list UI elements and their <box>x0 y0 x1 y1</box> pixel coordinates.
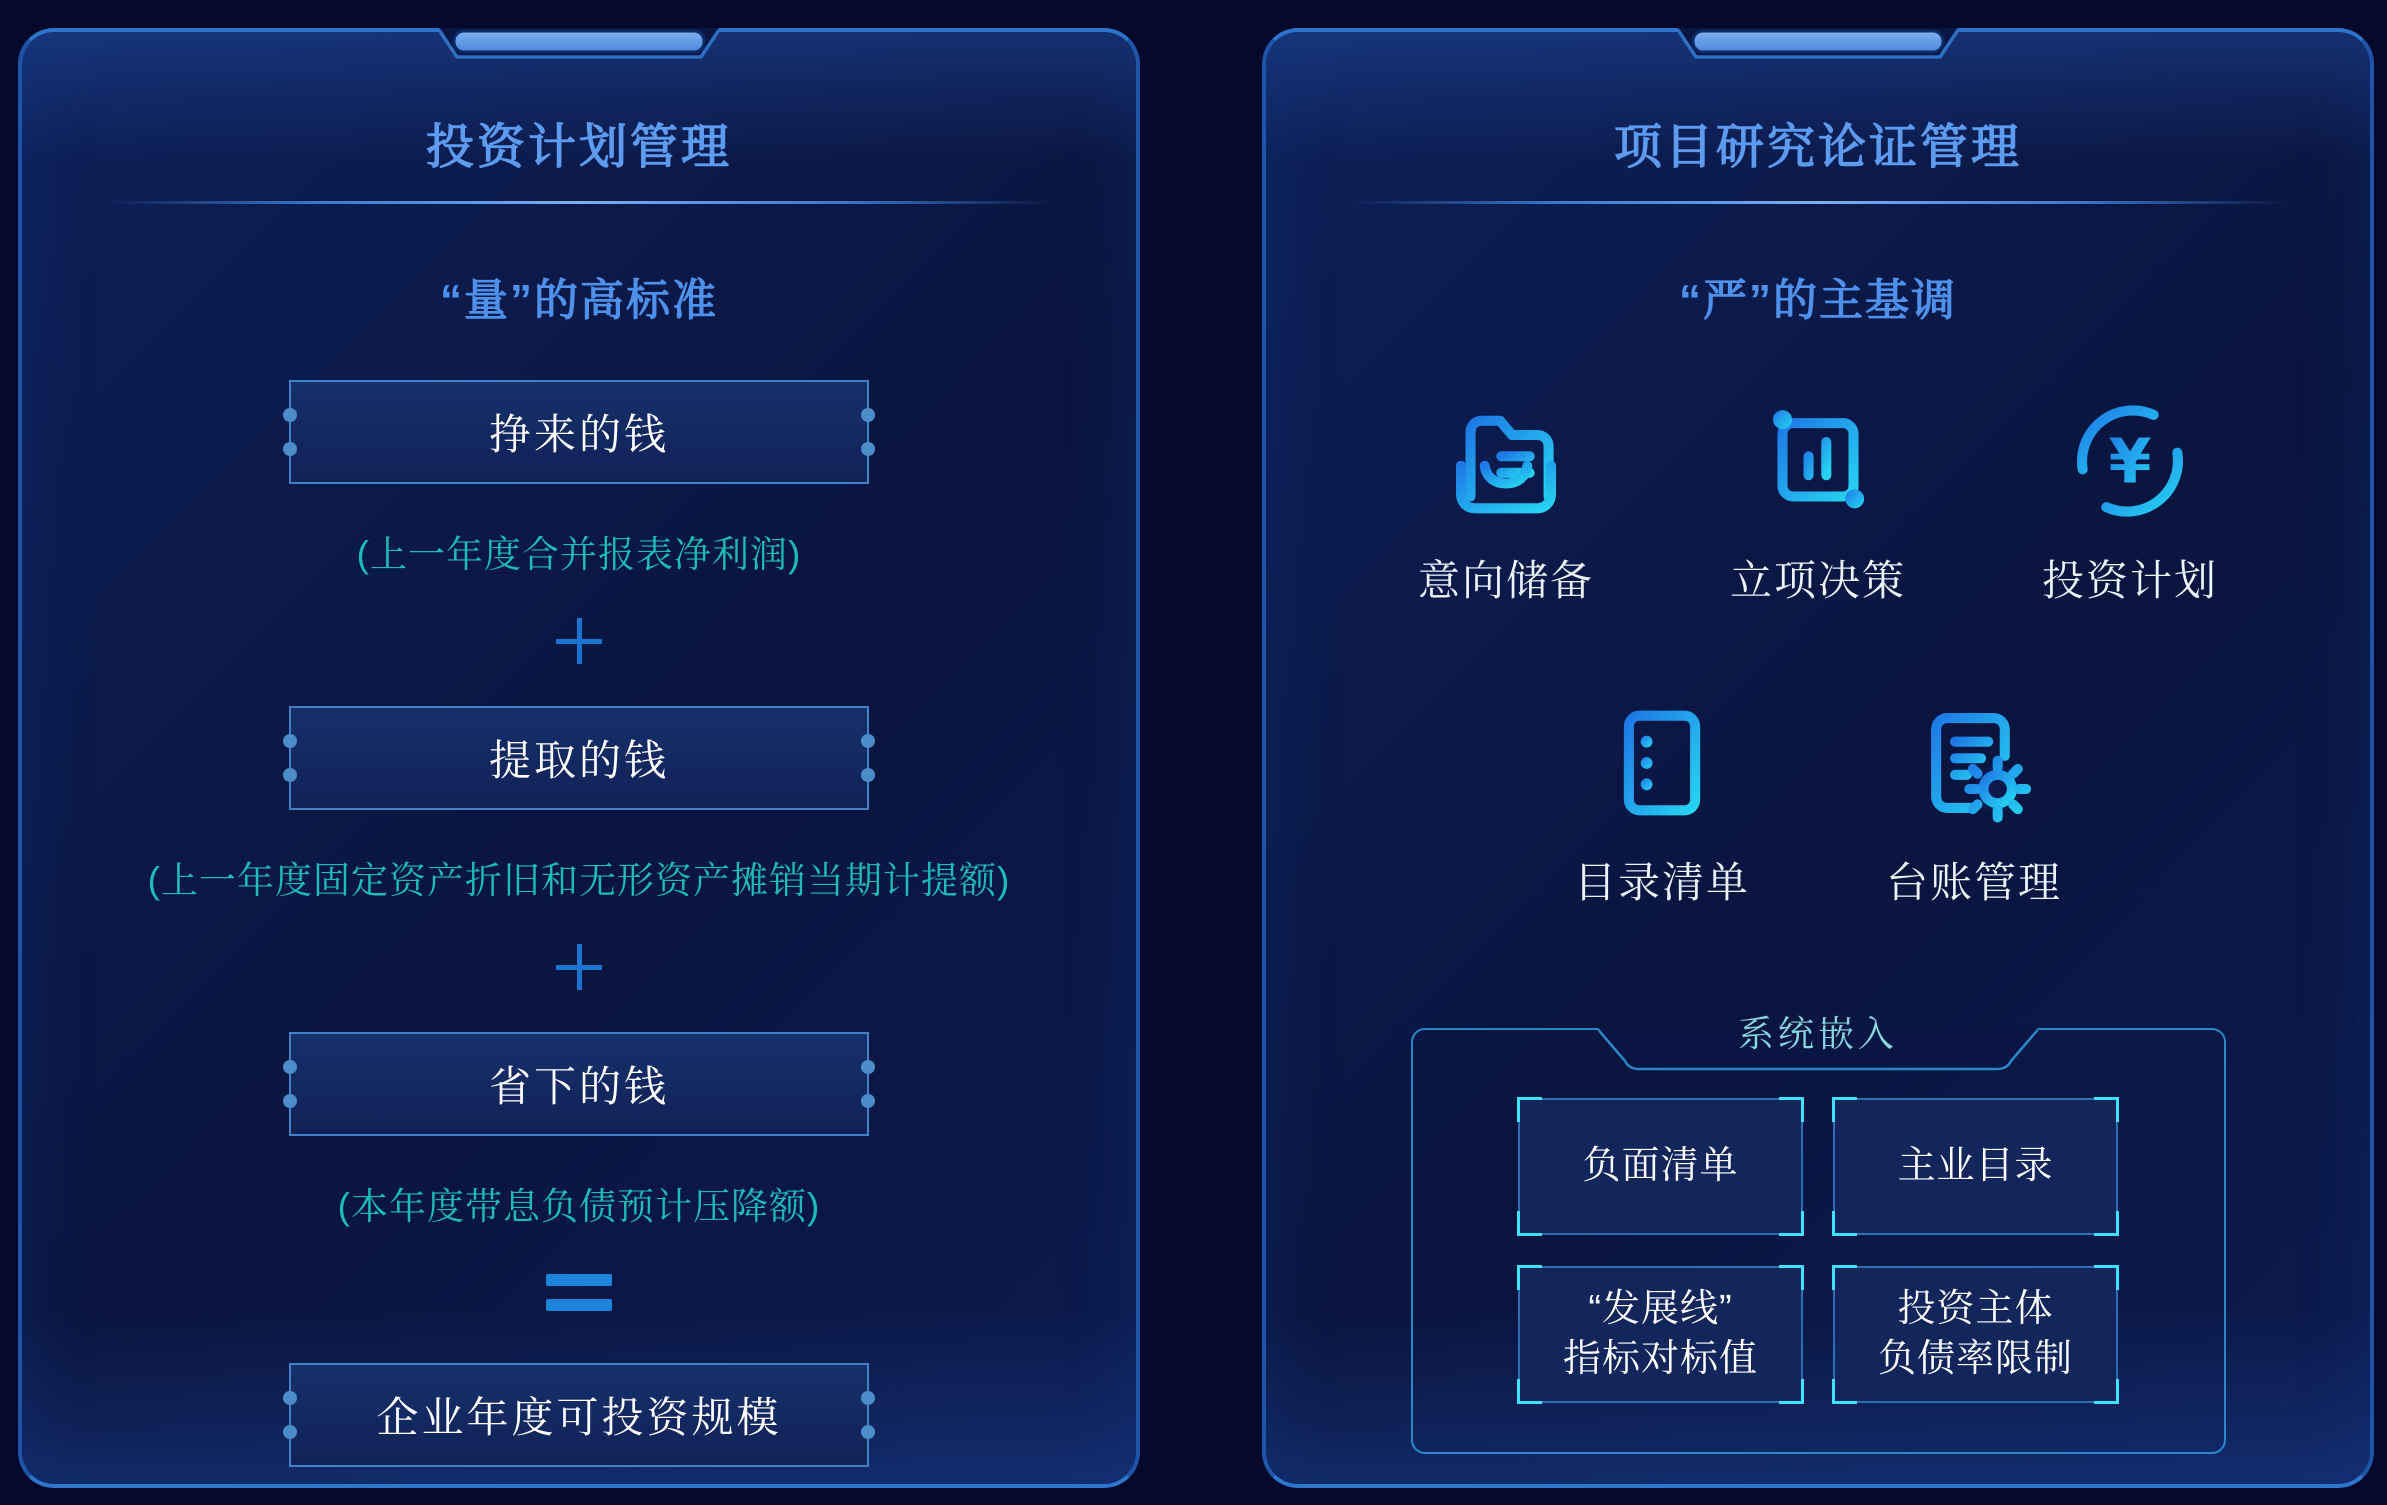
corner-bracket <box>1779 1265 1804 1290</box>
plus-operator <box>556 618 602 664</box>
connector-dot <box>283 734 297 748</box>
process-step-intent-reserve <box>1350 390 1662 608</box>
embed-box-label-line: 负债率限制 <box>1877 1337 2073 1380</box>
connector-dot <box>861 408 875 422</box>
embed-box-development-line-benchmark <box>1518 1266 1803 1403</box>
corner-bracket <box>1832 1265 1857 1290</box>
flow-box-earned-money <box>289 380 869 484</box>
panel-title: 项目研究论证管理 <box>1613 121 2022 174</box>
connector-dot <box>861 442 875 456</box>
process-step-label: 目录清单 <box>1573 859 1750 906</box>
plus-operator <box>556 944 602 990</box>
flow-box-annual-investable-scale <box>289 1363 869 1467</box>
project-research-panel <box>1262 28 2374 1488</box>
flow-box-label: 提取的钱 <box>488 737 669 784</box>
title-divider <box>1349 201 2287 204</box>
investment-plan-panel <box>18 28 1140 1488</box>
corner-bracket <box>2094 1265 2119 1290</box>
connector-dot <box>283 1425 297 1439</box>
connector-dot <box>283 1060 297 1074</box>
embed-box-label-line: “发展线” <box>1588 1288 1733 1331</box>
flow-box-label: 省下的钱 <box>488 1063 669 1110</box>
flow-box-label: 挣来的钱 <box>488 411 669 458</box>
panel-notch <box>439 28 719 86</box>
connector-dot <box>861 1094 875 1108</box>
title-divider <box>106 201 1053 204</box>
connector-dot <box>861 734 875 748</box>
corner-bracket <box>1517 1379 1542 1404</box>
corner-bracket <box>1832 1211 1857 1236</box>
embed-box-negative-list <box>1518 1098 1803 1235</box>
flow-box-saved-money <box>289 1032 869 1136</box>
connector-dot <box>283 1391 297 1405</box>
embed-box-label: 主业目录 <box>1897 1144 2054 1187</box>
yen-cycle-icon <box>2059 390 2201 532</box>
connector-dot <box>283 1094 297 1108</box>
embed-section-label: 系统嵌入 <box>1737 1013 1899 1054</box>
embed-box-debt-ratio-limit <box>1833 1266 2118 1403</box>
archive-folder-icon <box>1435 390 1577 532</box>
corner-bracket <box>1779 1211 1804 1236</box>
corner-bracket <box>1779 1097 1804 1122</box>
process-step-label: 意向储备 <box>1417 557 1594 604</box>
flow-caption: (本年度带息负债预计压降额) <box>337 1186 821 1227</box>
corner-bracket <box>1832 1097 1857 1122</box>
process-icon-row-1 <box>1350 390 2286 608</box>
flow-box-withdrawn-money <box>289 706 869 810</box>
corner-bracket <box>2094 1097 2119 1122</box>
flow-caption: (上一年度固定资产折旧和无形资产摊销当期计提额) <box>147 860 1011 901</box>
flow-box-label: 企业年度可投资规模 <box>376 1394 782 1441</box>
panel-notch <box>1678 28 1958 86</box>
process-step-label: 投资计划 <box>2041 557 2218 604</box>
corner-bracket <box>2094 1211 2119 1236</box>
panel-subtitle: “严”的主基调 <box>1679 276 1957 325</box>
bar-chart-icon <box>1747 390 1889 532</box>
connector-dot <box>283 408 297 422</box>
list-icon <box>1591 692 1733 834</box>
corner-bracket <box>1779 1379 1804 1404</box>
connector-dot <box>861 1425 875 1439</box>
connector-dot <box>861 1060 875 1074</box>
embed-box-label-line: 指标对标值 <box>1562 1337 1758 1380</box>
panel-subtitle: “量”的高标准 <box>440 276 718 325</box>
flow-caption: (上一年度合并报表净利润) <box>356 534 802 575</box>
process-step-label: 立项决策 <box>1729 557 1906 604</box>
equals-operator <box>546 1274 612 1311</box>
system-embed-section <box>1411 1013 2226 1454</box>
connector-dot <box>283 768 297 782</box>
ledger-gear-icon <box>1903 692 2045 834</box>
corner-bracket <box>1832 1379 1857 1404</box>
connector-dot <box>283 442 297 456</box>
connector-dot <box>861 768 875 782</box>
svg-text:¥: ¥ <box>2108 425 2152 498</box>
corner-bracket <box>2094 1379 2119 1404</box>
process-step-approval-decision <box>1662 390 1974 608</box>
panel-title: 投资计划管理 <box>425 121 732 174</box>
embed-box-label-line: 投资主体 <box>1897 1288 2054 1331</box>
process-icon-row-2 <box>1506 692 2130 910</box>
process-step-ledger-management <box>1818 692 2130 910</box>
embed-box-label: 负面清单 <box>1582 1144 1739 1187</box>
connector-dot <box>861 1391 875 1405</box>
process-step-label: 台账管理 <box>1885 859 2062 906</box>
embed-box-main-business-catalog <box>1833 1098 2118 1235</box>
process-step-catalog-list <box>1506 692 1818 910</box>
process-step-investment-plan <box>1974 390 2286 608</box>
corner-bracket <box>1517 1265 1542 1290</box>
corner-bracket <box>1517 1097 1542 1122</box>
corner-bracket <box>1517 1211 1542 1236</box>
